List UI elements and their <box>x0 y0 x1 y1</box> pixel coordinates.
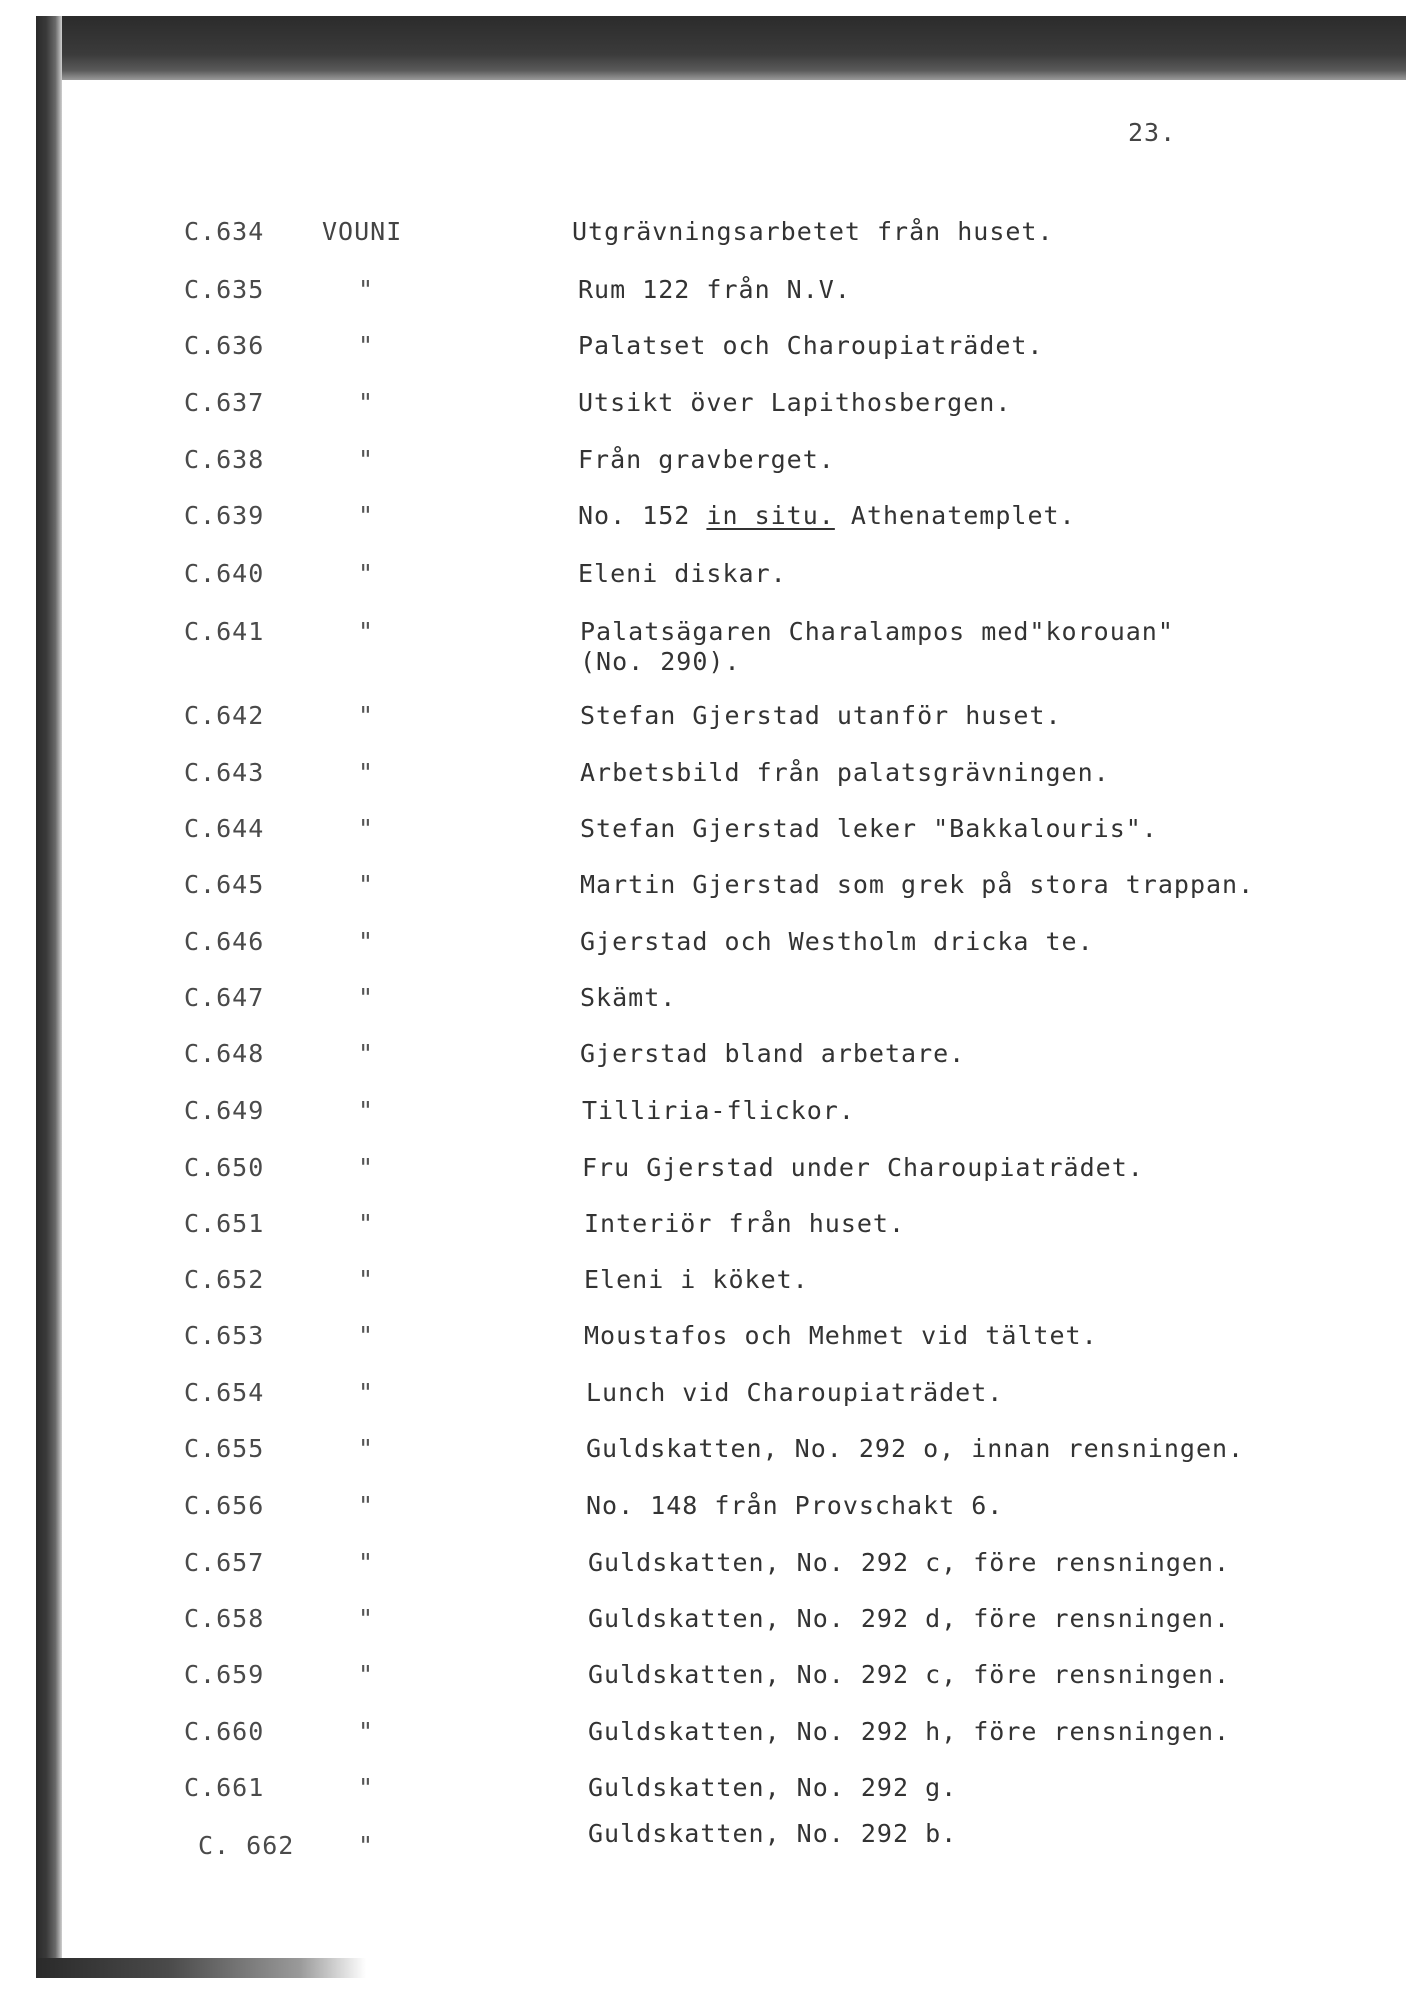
entry-code: C.640 <box>184 559 265 588</box>
ditto-mark: " <box>358 1434 375 1463</box>
entry-code: C.634 <box>184 217 265 246</box>
entry-description: Skämt. <box>580 983 677 1012</box>
ditto-mark: " <box>358 1039 375 1068</box>
entry-description <box>578 502 1076 530</box>
entry-code: C.650 <box>184 1153 265 1182</box>
entry-code: C.660 <box>184 1717 265 1746</box>
entry-code: C.661 <box>184 1773 265 1802</box>
entry-code: C.653 <box>184 1321 265 1350</box>
ditto-mark: " <box>358 617 375 646</box>
entry-description: Moustafos och Mehmet vid tältet. <box>584 1321 1098 1350</box>
ditto-mark: " <box>358 501 375 530</box>
entry-code: C.654 <box>184 1378 265 1407</box>
entry-description: Utgrävningsarbetet från huset. <box>572 217 1054 246</box>
ditto-mark: " <box>358 927 375 956</box>
entry-code: C.651 <box>184 1209 265 1238</box>
entry-description: Utsikt över Lapithosbergen. <box>578 388 1012 417</box>
entry-code: C.648 <box>184 1039 265 1068</box>
entry-description: Stefan Gjerstad utanför huset. <box>580 701 1062 730</box>
ditto-mark: " <box>358 388 375 417</box>
entry-code: C.641 <box>184 617 265 646</box>
entry-description: Lunch vid Charoupiaträdet. <box>586 1378 1004 1407</box>
ditto-mark: " <box>358 1321 375 1350</box>
ditto-mark: " <box>358 1717 375 1746</box>
entry-description: Palatsägaren Charalampos med"korouan" <box>580 617 1174 646</box>
entry-description: Guldskatten, No. 292 o, innan rensningen. <box>586 1434 1245 1463</box>
entry-description: Arbetsbild från palatsgrävningen. <box>580 758 1110 787</box>
entry-code: C.642 <box>184 701 265 730</box>
ditto-mark: " <box>358 1096 375 1125</box>
ditto-mark: " <box>358 559 375 588</box>
ditto-mark: " <box>358 701 375 730</box>
entry-code: C.637 <box>184 388 265 417</box>
entry-code: C.656 <box>184 1491 265 1520</box>
ditto-mark: " <box>358 1265 375 1294</box>
ditto-mark: " <box>358 331 375 360</box>
entry-code: C.643 <box>184 758 265 787</box>
ditto-mark: " <box>358 1548 375 1577</box>
entry-description: Guldskatten, No. 292 c, före rensningen. <box>588 1548 1231 1577</box>
ditto-mark: " <box>358 445 375 474</box>
entry-code: C.636 <box>184 331 265 360</box>
entry-description: Martin Gjerstad som grek på stora trappan. <box>580 870 1255 899</box>
entry-description: Guldskatten, No. 292 h, före rensningen. <box>588 1717 1231 1746</box>
entry-code: C.647 <box>184 983 265 1012</box>
entry-description: Eleni i köket. <box>584 1265 809 1294</box>
entry-description: Interiör från huset. <box>584 1209 906 1238</box>
ditto-mark: " <box>358 1153 375 1182</box>
ditto-mark: " <box>358 1660 375 1689</box>
entry-description: Guldskatten, No. 292 b. <box>588 1819 958 1848</box>
entry-code: C.655 <box>184 1434 265 1463</box>
description-text: No. 152 <box>578 501 707 530</box>
ditto-mark: " <box>358 1378 375 1407</box>
entry-description: Från gravberget. <box>578 445 835 474</box>
ditto-mark: " <box>358 870 375 899</box>
entry-description: Tilliria-flickor. <box>582 1096 855 1125</box>
ditto-mark: " <box>358 1491 375 1520</box>
entry-description: No. 148 från Provschakt 6. <box>586 1491 1004 1520</box>
entry-code: C. 662 <box>198 1831 295 1860</box>
entry-description: Guldskatten, No. 292 g. <box>588 1773 958 1802</box>
page-number: 23. <box>1128 118 1177 147</box>
entry-description: Gjerstad bland arbetare. <box>580 1039 966 1068</box>
scan-shadow-bottom <box>36 1958 366 1978</box>
entry-description: Stefan Gjerstad leker "Bakkalouris". <box>580 814 1158 843</box>
entry-code: C.652 <box>184 1265 265 1294</box>
ditto-mark: " <box>358 983 375 1012</box>
underlined-phrase: in situ. <box>706 501 835 530</box>
entry-code: C.644 <box>184 814 265 843</box>
entry-code: C.635 <box>184 275 265 304</box>
entry-code: C.649 <box>184 1096 265 1125</box>
entry-code: C.639 <box>184 501 265 530</box>
entry-code: C.657 <box>184 1548 265 1577</box>
entry-description: Gjerstad och Westholm dricka te. <box>580 927 1094 956</box>
entry-code: C.638 <box>184 445 265 474</box>
entry-code: C.658 <box>184 1604 265 1633</box>
ditto-mark: " <box>358 1831 375 1860</box>
scan-shadow-top <box>36 16 1406 80</box>
entry-description: Guldskatten, No. 292 d, före rensningen. <box>588 1604 1231 1633</box>
entry-description: Fru Gjerstad under Charoupiaträdet. <box>582 1153 1144 1182</box>
entry-code: C.645 <box>184 870 265 899</box>
entry-code: C.659 <box>184 1660 265 1689</box>
scan-shadow-left <box>36 16 62 1976</box>
entry-description: Eleni diskar. <box>578 559 787 588</box>
ditto-mark: " <box>358 814 375 843</box>
ditto-mark: " <box>358 1209 375 1238</box>
ditto-mark: " <box>358 1773 375 1802</box>
ditto-mark: " <box>358 275 375 304</box>
entry-description: Rum 122 från N.V. <box>578 275 851 304</box>
entry-description: Guldskatten, No. 292 c, före rensningen. <box>588 1660 1231 1689</box>
description-text: Athenatemplet. <box>834 501 1076 530</box>
entry-code: C.646 <box>184 927 265 956</box>
entry-description: Palatset och Charoupiaträdet. <box>578 331 1044 360</box>
entry-site: VOUNI <box>322 217 403 246</box>
ditto-mark: " <box>358 1604 375 1633</box>
entry-description-continued: (No. 290). <box>580 647 741 676</box>
ditto-mark: " <box>358 758 375 787</box>
